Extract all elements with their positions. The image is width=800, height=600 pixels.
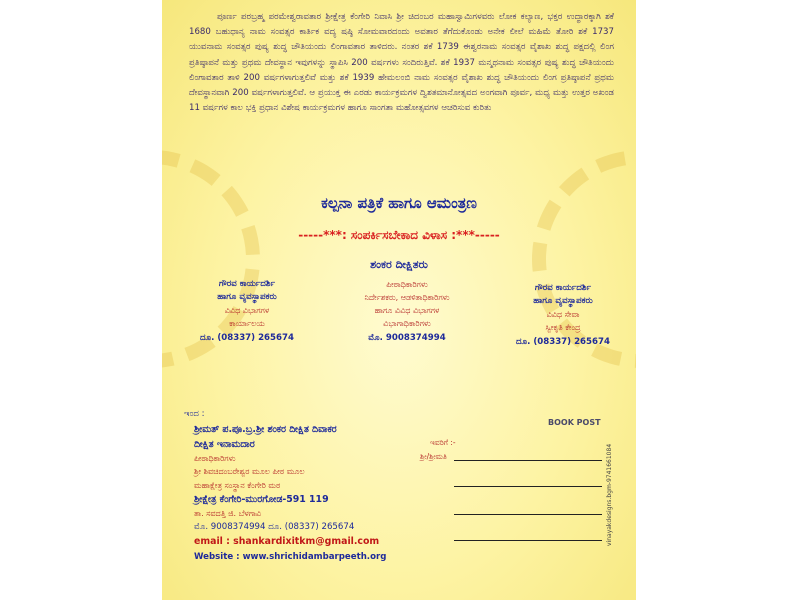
sender-address-block [172, 408, 442, 564]
intro-paragraph: ಪೂರ್ಣ ಪರಬ್ರಹ್ಮ ಪರಮೇಶ್ವರಾವತಾರ ಶ್ರೀಕ್ಷೇತ್ರ ಕೆಂಗೇರಿ ನಿವಾಸಿ ಶ್ರೀ ಚಿದಂಬರ ಮಹಾಸ್ವಾಮಿಗಳವರು ಲೋಕ ಕಲ್ಯಾಣ, ಭಕ್ತರ ಉದ್ಧಾರಕ್ಕಾಗಿ ಶಕೆ 1680 ಬಹುಧಾನ್ಯ ನಾಮ ಸಂವತ್ಸರ ಕಾರ್ತಿಕ ವದ್ಯ ಷಷ್ಠಿ ಸೋಮವಾರದಂದು ಅವತಾರ ತೆಗೆದುಕೊಂಡು ಅನೇಕ ಲೀಲೆ ಮಹಿಮೆ ತೋರಿ ಶಕೆ 1737 ಯುವನಾಮ ಸಂವತ್ಸರ ಪುಷ್ಯ ಶುದ್ಧ ಚೌತಿಯಂದು ಲಿಂಗಾವತಾರ ತಾಳಿದರು. ನಂತರ ಶಕೆ 1739 ಈಶ್ವರನಾಮ ಸಂವತ್ಸರ ವೈಶಾಖ ಶುದ್ಧ ಪಕ್ಷದಲ್ಲಿ ಲಿಂಗ ಪ್ರತಿಷ್ಠಾಪನೆ ಮತ್ತು ಪ್ರಥಮ ದೇವಸ್ಥಾನ ಇವುಗಳನ್ನು ಸ್ಥಾಪಿಸಿ 200 ವರ್ಷಗಳು ಸಂದಿರುತ್ತಿವೆ. ಶಕೆ 1937 ಮನ್ಮಥನಾಮ ಸಂವತ್ಸರ ಪುಷ್ಯ ಶುದ್ಧ ಚೌತಿಯಂದು ಲಿಂಗಾವತಾರ ತಾಳಿ 200 ವರ್ಷಗಳಾಗುತ್ತಲಿವೆ ಮತ್ತು ಶಕೆ 1939 ಹೇಮಲಂಬಿ ನಾಮ ಸಂವತ್ಸರ ವೈಶಾಖ ಶುದ್ಧ ಚೌತಿಯಂದು ಲಿಂಗ ಪ್ರತಿಷ್ಠಾಪನೆ ಪ್ರಥಮ ದೇವಸ್ಥಾನವಾಗಿ 200 ವರ್ಷಗಳಾಗುತ್ತಲಿವೆ. ಆ ಪ್ರಯುಕ್ತ ಈ ಎರಡು ಕಾರ್ಯಕ್ರಮಗಳ ದ್ವಿಶತಮಾನೋತ್ಸವದ ಅಂಗವಾಗಿ ಪೂರ್ವ, ಮಧ್ಯ ಮತ್ತು ಉತ್ತರ ಅಖಂಡ 11 ವರ್ಷಗಳ ಕಾಲ ಭಕ್ತಿ ಪ್ರಧಾನ ವಿಶೇಷ ಕಾರ್ಯಕ್ರಮಗಳ ಹಾಗೂ ಸಾಂಗತಾ ಮಹೋತ್ಸವಗಳ ಆಚರಿಸುವ ಕುರಿತು [189, 12, 614, 114]
department-line: ವಿವಿಧ ವಿಭಾಗಗಳ [224, 306, 270, 315]
role-line: ನಿರ್ದೇಶಕರು, ಆಡಳಿತಾಧಿಕಾರಿಗಳು [364, 293, 450, 302]
book-post-label: BOOK POST [548, 418, 601, 427]
phone-number: ದೂ. (08337) 265674 [516, 337, 610, 347]
address-line [454, 486, 602, 487]
role-line: ವಿಭಾಗಾಧಿಕಾರಿಗಳು [383, 319, 431, 328]
contact-column-right [498, 282, 628, 349]
sender-name: ಶ್ರೀಮತ್ ಪ.ಪೂ.ಬ್ರ.ಶ್ರೀ ಶಂಕರ ದೀಕ್ಷಿತ ದಿವಾಕರ [194, 423, 337, 435]
role-line: ಹಾಗೂ ವ್ಯವಸ್ಥಾಪಕರು [217, 292, 277, 302]
address-line [454, 460, 602, 461]
department-line: ಕಾರ್ಯಾಲಯ [229, 319, 265, 328]
contact-column-middle [327, 278, 487, 345]
role-line: ಪೀಠಾಧಿಕಾರಿಗಳು [386, 280, 428, 289]
invitation-title: ಕಲ್ಪನಾ ಪತ್ರಿಕೆ ಹಾಗೂ ಆಮಂತ್ರಣ [321, 194, 477, 212]
addressee-label: ಶ್ರೀ/ಶ್ರೀಮತಿ [420, 452, 447, 461]
sender-email: email : shankardixitkm@gmail.com [194, 536, 380, 547]
sender-district: ತಾ. ಸವದತ್ತಿ ಜಿ. ಬೆಳಗಾವಿ [194, 509, 262, 518]
from-label: ಇಂದ : [184, 409, 205, 419]
contact-column-left [182, 278, 312, 345]
role-line: ಗೌರವ ಕಾರ್ಯದರ್ಶಿ [534, 283, 592, 293]
sender-place: ಶ್ರೀಕ್ಷೇತ್ರ ಕೆಂಗೇರಿ-ಮುರಗೋಡ-591 119 [194, 494, 329, 505]
sender-phones: ಮೊ. 9008374994 ದೂ. (08337) 265674 [194, 521, 355, 532]
role-line: ಹಾಗೂ ವಿವಿಧ ವಿಭಾಗಗಳ [374, 306, 440, 315]
person-name: ಶಂಕರ ದೀಕ್ಷಿತರು [370, 258, 428, 271]
contact-heading: -----***: ಸಂಪರ್ಕಿಸಬೇಕಾದ ವಿಳಾಸ :***----- [298, 228, 500, 242]
sender-organization: ಮಹಾಕ್ಷೇತ್ರ ಸಂಸ್ಥಾನ ಕೆಂಗೇರಿ ಮಠ [194, 480, 281, 490]
department-line: ಸ್ವೀಕೃತಿ ಕೇಂದ್ರ [545, 323, 581, 332]
department-line: ವಿವಿಧ ಸೇವಾ [546, 310, 580, 319]
role-line: ಹಾಗೂ ವ್ಯವಸ್ಥಾಪಕರು [533, 296, 593, 306]
sender-organization: ಶ್ರೀ ಶಿವಚಿದಂಬರೇಶ್ವರ ಮೂಲ ಪೀಠ ಮೂಲ [194, 467, 305, 476]
phone-number: ದೂ. (08337) 265674 [200, 333, 294, 343]
sender-website: Website : www.shrichidambarpeeth.org [194, 552, 387, 562]
sender-title: ಪೀಠಾಧಿಕಾರಿಗಳು [194, 453, 236, 463]
mobile-number: ಮೊ. 9008374994 [368, 333, 446, 343]
to-label: ಇವರಿಗೆ :- [430, 438, 456, 447]
address-line [454, 540, 602, 541]
address-line [454, 514, 602, 515]
printer-credit: vinayakdesigns.bgm-9741661084 [606, 443, 613, 546]
sender-name: ದೀಕ್ಷಿತ ಇನಾಮದಾರ [194, 438, 255, 450]
role-line: ಗೌರವ ಕಾರ್ಯದರ್ಶಿ [218, 279, 276, 289]
invitation-card [162, 0, 636, 600]
